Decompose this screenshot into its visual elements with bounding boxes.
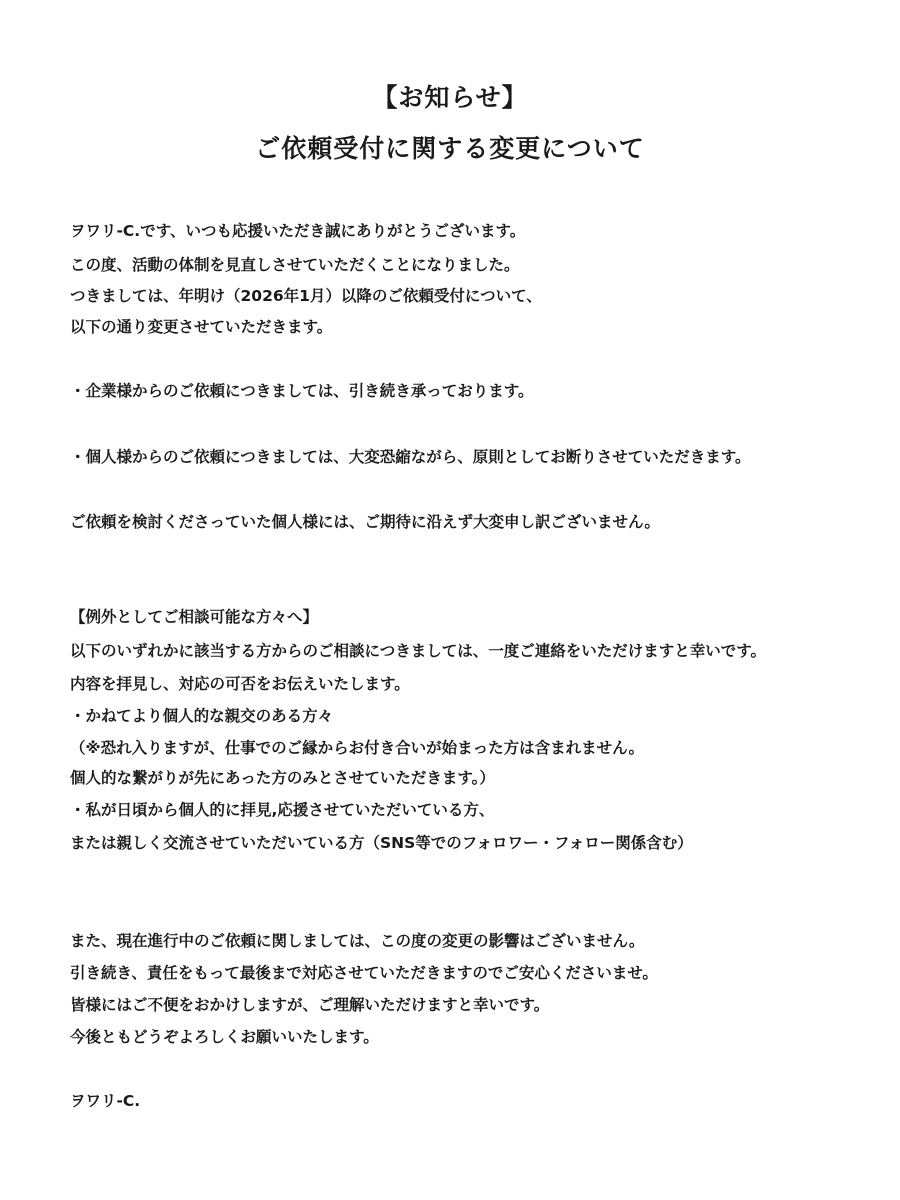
closing-line: また、現在進行中のご依頼に関しましては、この度の変更の影響はございません。 [70, 932, 645, 950]
exception-line: または親しく交流させていただいている方（SNS等でのフォロワー・フォロー関係含む） [70, 834, 693, 852]
policy-apology: ご依頼を検討くださっていた個人様には、ご期待に沿えず大変申し訳ございません。 [70, 513, 660, 531]
signature: ヲワリ-C. [70, 1092, 141, 1110]
intro-line: つきましては、年明け（2026年1月）以降のご依頼受付について、 [70, 287, 542, 305]
closing-line: 皆様にはご不便をおかけしますが、ご理解いただけますと幸いです。 [70, 996, 550, 1014]
notice-title: ご依頼受付に関する変更について [255, 134, 645, 163]
intro-line: この度、活動の体制を見直しさせていただくことになりました。 [70, 256, 520, 274]
exception-line: 個人的な繋がりが先にあった方のみとさせていただきます。） [70, 769, 495, 787]
notice-label: 【お知らせ】 [372, 83, 528, 112]
intro-line: 以下の通り変更させていただきます。 [70, 318, 333, 336]
exception-line: 以下のいずれかに該当する方からのご相談につきましては、一度ご連絡をいただけますと幸いです。 [70, 642, 766, 660]
exception-heading: 【例外としてご相談可能な方々へ】 [70, 608, 319, 626]
exception-line: ・私が日頃から個人的に拝見,応援させていただいている方、 [70, 801, 495, 819]
closing-line: 今後ともどうぞよろしくお願いいたします。 [70, 1028, 379, 1046]
exception-line: ・かねてより個人的な親交のある方々 [70, 707, 334, 725]
exception-line: 内容を拝見し、対応の可否をお伝えいたします。 [70, 675, 410, 693]
intro-line: ヲワリ-C.です、いつも応援いただき誠にありがとうございます。 [70, 222, 526, 240]
policy-individual: ・個人様からのご依頼につきましては、大変恐縮ながら、原則としてお断りさせていただきます。 [70, 448, 751, 466]
policy-corporate: ・企業様からのご依頼につきましては、引き続き承っております。 [70, 382, 534, 400]
closing-line: 引き続き、責任をもって最後まで対応させていただきますのでご安心くださいませ。 [70, 964, 658, 982]
exception-line: （※恐れ入りますが、仕事でのご縁からお付き合いが始まった方は含まれません。 [70, 739, 645, 757]
